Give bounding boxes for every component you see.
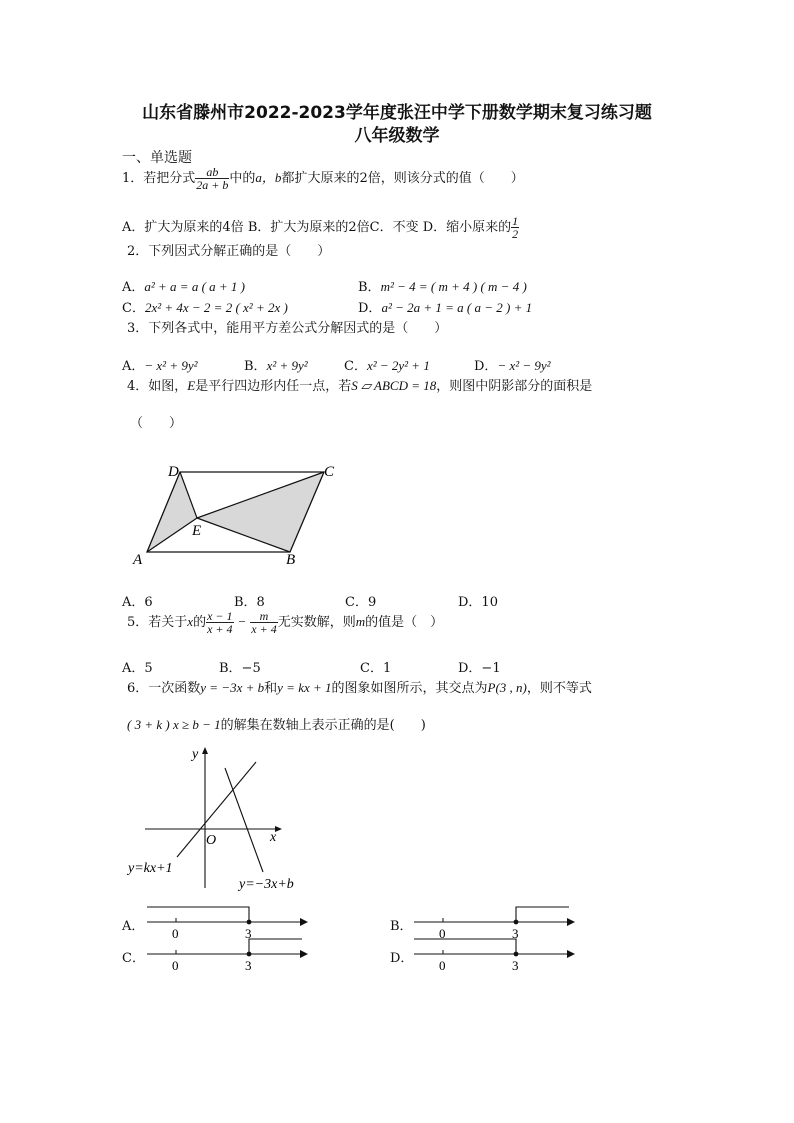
q5-var-m: m: [355, 614, 366, 629]
q4-parallelogram-figure: [130, 458, 350, 570]
q2-a-label: A．: [122, 280, 145, 295]
q6-option-d-label[interactable]: D．: [390, 951, 414, 966]
q2-c-text: 2x² + 4x − 2 = 2 ( x² + 2x ): [144, 300, 288, 315]
q6-c-label-3: 3: [245, 958, 252, 973]
q6-label-x: x: [270, 830, 277, 845]
q6-d-arrow: [567, 950, 575, 958]
q1-option-c[interactable]: C．不变: [369, 220, 419, 235]
q1-option-d[interactable]: D．缩小原来的: [422, 220, 512, 235]
q6-a-label-0: 0: [172, 926, 179, 941]
q4-area: S ▱ ABCD = 18: [351, 378, 437, 393]
q6-c-arrow: [300, 950, 308, 958]
q6-eq2: y = kx + 1: [277, 680, 332, 695]
q1-vars: a，b: [255, 170, 282, 185]
q6-a-point-3: [247, 920, 252, 925]
q5-post1: 无实数解，则: [277, 615, 356, 630]
q6-function-graph: [125, 742, 295, 892]
q3-c-label: C．: [344, 359, 367, 374]
q5-f1-num: x − 1: [207, 609, 233, 623]
q2-option-a[interactable]: [122, 276, 245, 295]
q1-fraction: [195, 166, 229, 191]
q1-option-b[interactable]: B．扩大为原来的2倍: [247, 220, 370, 235]
q1-option-d-den: 2: [512, 227, 519, 241]
q5-f2-den: x + 4: [251, 622, 277, 636]
q5-fraction-2: [250, 610, 277, 635]
q6-point-p: P(3 , n): [487, 680, 527, 695]
q3-d-text: − x² − 9y²: [497, 358, 551, 373]
q2-d-text: a² − 2a + 1 = a ( a − 2 ) + 1: [381, 300, 533, 315]
q5-de: 的: [193, 615, 207, 630]
q6-label-origin: O: [206, 833, 217, 848]
q5-option-d[interactable]: D．−1: [458, 661, 501, 676]
q6-b-arrow: [567, 918, 575, 926]
q2-option-d[interactable]: [358, 297, 532, 316]
q6-b-label-3: 3: [512, 926, 519, 941]
q6-line-minus-3x-plus-b: [225, 768, 263, 872]
q1-post: 都扩大原来的2倍，则该分式的值（ ）: [281, 171, 524, 186]
q5-option-b[interactable]: B．−5: [219, 661, 261, 676]
q4-option-a[interactable]: A．6: [122, 595, 153, 610]
q1-option-a[interactable]: A．扩大为原来的4倍: [122, 220, 244, 235]
q6-option-c-numberline[interactable]: [144, 935, 314, 975]
q5-post2: 的值是（ ）: [365, 615, 444, 630]
q2-b-label: B．: [358, 280, 381, 295]
q5-option-a[interactable]: A．5: [122, 661, 153, 676]
question-6-stem: [127, 677, 592, 696]
q3-option-b[interactable]: [244, 355, 308, 374]
q6-b-ray: [516, 907, 569, 922]
q6-label-line1: y=kx+1: [128, 861, 173, 876]
q6-c-label-0: 0: [172, 958, 179, 973]
q1-number: 1．: [122, 171, 144, 186]
q4-option-b[interactable]: B．8: [234, 595, 265, 610]
q4-label-b: B: [286, 552, 296, 568]
q4-label-d: D: [168, 464, 179, 480]
q6-d-label-3: 3: [512, 958, 519, 973]
q3-d-label: D．: [474, 359, 498, 374]
q4-paren: （ ）: [130, 416, 183, 431]
q4-label-e: E: [192, 523, 202, 539]
q3-a-text: − x² + 9y²: [144, 358, 198, 373]
q6-c-ray: [249, 939, 302, 954]
question-1-options: [122, 215, 519, 240]
q5-minus: −: [237, 614, 247, 629]
q4-number: 4．如图，: [127, 379, 188, 394]
q6-line-kx-plus-1: [177, 762, 256, 857]
q2-d-label: D．: [358, 301, 382, 316]
q2-b-text: m² − 4 = ( m + 4 ) ( m − 4 ): [380, 279, 527, 294]
q6-b-label-0: 0: [439, 926, 446, 941]
q5-f2-num: m: [250, 610, 277, 623]
q5-pre: 5．若关于: [127, 615, 188, 630]
q6-option-c-label[interactable]: C．: [122, 951, 145, 966]
q2-a-text: a² + a = a ( a + 1 ): [144, 279, 246, 294]
q6-option-d-numberline[interactable]: [411, 935, 581, 975]
q6-a-ray: [147, 907, 249, 922]
q6-c-point-3: [247, 952, 252, 957]
q1-option-d-num: 1: [512, 214, 519, 228]
q6-d-ray: [414, 939, 516, 954]
question-1-stem: [122, 166, 524, 191]
q5-fraction-1: [206, 610, 233, 635]
question-2-stem: 2．下列因式分解正确的是（ ）: [127, 244, 331, 259]
q6-eq1: y = −3x + b: [200, 680, 265, 695]
q4-point-e: E: [187, 378, 196, 393]
q6-a-label-3: 3: [245, 926, 252, 941]
q5-option-c[interactable]: C．1: [360, 661, 392, 676]
q1-pre: 若把分式: [143, 171, 196, 186]
q4-text2: ，则图中阴影部分的面积是: [436, 379, 593, 394]
q3-c-text: x² − 2y² + 1: [366, 358, 430, 373]
q5-f1-den: x + 4: [207, 622, 233, 636]
q1-option-d-fraction: [511, 215, 519, 240]
q6-inequality: ( 3 + k ) x ≥ b − 1: [127, 717, 221, 732]
q6-d-label-0: 0: [439, 958, 446, 973]
q6-label-y: y: [192, 747, 199, 762]
q6-b-point-3: [514, 920, 519, 925]
q3-b-text: x² + 9y²: [266, 358, 308, 373]
q6-option-b-label[interactable]: B．: [390, 919, 413, 934]
q6-a-arrow: [300, 918, 308, 926]
q4-text1: 是平行四边形内任一点，若: [195, 379, 352, 394]
q5-var-x: x: [187, 614, 194, 629]
q1-fraction-num: ab: [195, 166, 229, 179]
page-title: 山东省滕州市2022-2023学年度张汪中学下册数学期末复习练习题: [142, 103, 652, 123]
q4-shaded-triangle-bce: [197, 472, 324, 552]
q6-option-a-label[interactable]: A．: [122, 919, 145, 934]
q3-option-c[interactable]: [344, 355, 430, 374]
q6-label-line2: y=−3x+b: [239, 877, 294, 892]
q4-option-d[interactable]: D．10: [458, 595, 498, 610]
q4-label-c: C: [324, 464, 335, 480]
q2-option-b[interactable]: [358, 276, 527, 295]
q6-y-axis-arrow: [202, 747, 208, 754]
question-6-stem-line2: [127, 714, 426, 733]
q6-post3: 的解集在数轴上表示正确的是( ): [220, 718, 426, 733]
question-4-stem: [127, 375, 592, 394]
q1-mid: 中的: [229, 171, 256, 186]
q6-post2: ，则不等式: [526, 681, 592, 696]
q6-post: 的图象如图所示，其交点为: [331, 681, 488, 696]
section-heading: 一、单选题: [122, 150, 192, 166]
question-3-stem: 3．下列各式中，能用平方差公式分解因式的是（ ）: [127, 321, 448, 336]
q3-option-a[interactable]: [122, 355, 198, 374]
q6-pre: 6．一次函数: [127, 681, 201, 696]
q6-and: 和: [264, 681, 278, 696]
q3-b-label: B．: [244, 359, 267, 374]
q2-c-label: C．: [122, 301, 145, 316]
question-5-stem: [127, 610, 443, 635]
q4-label-a: A: [133, 552, 143, 568]
q1-fraction-den: 2a + b: [196, 178, 229, 192]
q4-shaded-triangle-ade: [147, 472, 197, 552]
page-subtitle: 八年级数学: [354, 126, 440, 146]
q4-option-c[interactable]: C．9: [345, 595, 377, 610]
q2-option-c[interactable]: [122, 297, 288, 316]
q3-option-d[interactable]: [474, 355, 551, 374]
q6-d-point-3: [514, 952, 519, 957]
q3-a-label: A．: [122, 359, 145, 374]
